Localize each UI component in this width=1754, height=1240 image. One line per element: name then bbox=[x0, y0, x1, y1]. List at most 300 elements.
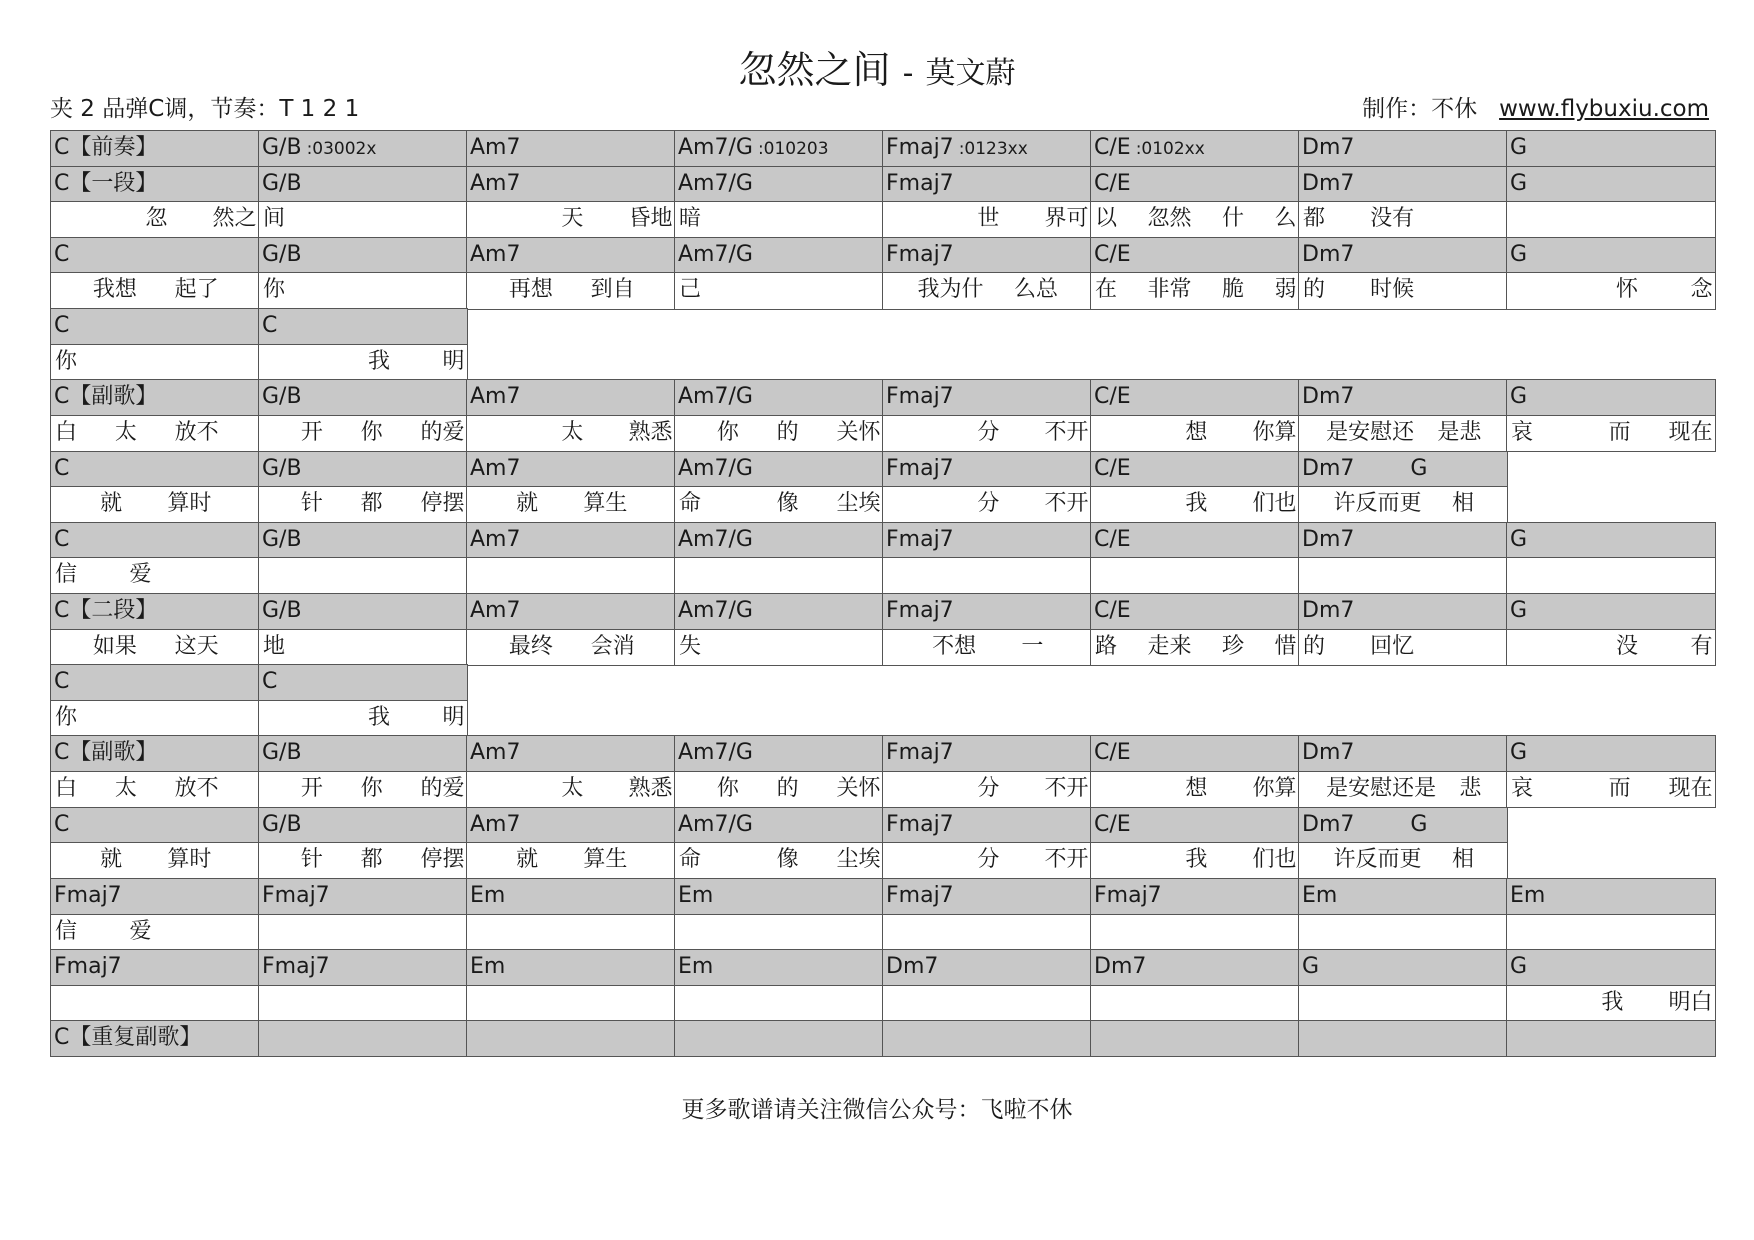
chord-cell bbox=[1298, 237, 1508, 274]
lyric-syllable: 的爱 bbox=[420, 776, 465, 802]
lyric-cell bbox=[674, 985, 884, 1022]
lyric-line bbox=[675, 630, 883, 665]
lyric-line bbox=[51, 487, 259, 522]
chord-cell bbox=[466, 949, 676, 986]
lyric-cell bbox=[50, 842, 260, 879]
lyric-syllable: 我 bbox=[1185, 847, 1208, 873]
chord-cell bbox=[466, 807, 676, 844]
lyric-syllable: 的爱 bbox=[420, 419, 465, 445]
chord-cell bbox=[674, 237, 884, 274]
chord-label: G/B bbox=[262, 740, 302, 766]
chord-label: Fmaj7 bbox=[886, 384, 954, 410]
lyric-cell bbox=[1298, 415, 1508, 452]
chord-label: G bbox=[1510, 954, 1528, 980]
lyric-cell bbox=[1090, 415, 1300, 452]
lyric-cell bbox=[50, 771, 260, 808]
lyric-cell bbox=[1506, 985, 1716, 1022]
lyric-syllable: 以 bbox=[1095, 206, 1118, 232]
chord-cell bbox=[258, 451, 468, 488]
lyric-line bbox=[51, 630, 259, 665]
lyric-cell bbox=[1090, 771, 1300, 808]
lyric-line bbox=[467, 202, 675, 237]
lyric-syllable: 都 bbox=[1303, 206, 1326, 232]
lyric-syllable: 脆 bbox=[1221, 277, 1244, 303]
chord-fingering: :0102xx bbox=[1135, 139, 1205, 159]
lyric-syllable: 有 bbox=[1690, 633, 1713, 659]
chord-label: C bbox=[54, 455, 70, 481]
lyric-cell bbox=[50, 700, 260, 737]
lyric-syllable: 没有 bbox=[1370, 206, 1415, 232]
lyric-cell bbox=[466, 629, 676, 666]
lyric-syllable: 昏地 bbox=[628, 206, 673, 232]
lyric-line bbox=[259, 843, 467, 878]
lyric-syllable: 分 bbox=[977, 776, 1000, 802]
chord-label: Fmaj7 bbox=[886, 811, 954, 837]
chord-cell bbox=[882, 735, 1092, 772]
chord-label: Em bbox=[678, 882, 714, 908]
lyric-cell bbox=[1090, 201, 1300, 238]
lyric-syllable: 一 bbox=[1021, 633, 1044, 659]
lyric-line bbox=[259, 558, 467, 593]
lyric-line bbox=[1507, 558, 1715, 593]
chord-label: C/E bbox=[1094, 811, 1131, 837]
lyric-line bbox=[51, 915, 259, 950]
lyric-cell bbox=[674, 486, 884, 523]
lyric-syllable: 白 bbox=[55, 419, 78, 445]
chord-label: G bbox=[1510, 598, 1528, 623]
chord-label: Dm7 bbox=[1302, 598, 1355, 623]
chord-label: Fmaj7 bbox=[1094, 882, 1162, 908]
lyric-line bbox=[259, 202, 467, 237]
lyric-line bbox=[51, 843, 259, 878]
lyric-syllable: 停摆 bbox=[420, 491, 465, 517]
chord-cell bbox=[674, 949, 884, 986]
lyric-cell bbox=[674, 201, 884, 238]
lyric-syllable: 非常 bbox=[1147, 277, 1192, 303]
website-link[interactable]: www.flybuxiu.com bbox=[1499, 96, 1709, 122]
lyric-syllable: 相 bbox=[1451, 847, 1474, 873]
chord-label: C【重复副歌】 bbox=[54, 1025, 202, 1051]
chord-label: C/E bbox=[1094, 135, 1131, 160]
chord-cell bbox=[258, 878, 468, 915]
chord-cell bbox=[882, 1020, 1092, 1057]
lyric-cell bbox=[50, 201, 260, 238]
lyric-syllable: 弱 bbox=[1274, 277, 1297, 303]
chord-cell bbox=[674, 166, 884, 203]
chord-label: Fmaj7 bbox=[886, 526, 954, 552]
chord-label: C bbox=[54, 811, 70, 837]
lyric-cell bbox=[1090, 272, 1300, 309]
lyric-syllable: 在 bbox=[1095, 277, 1118, 303]
lyric-cell bbox=[258, 771, 468, 808]
lyric-line bbox=[883, 487, 1091, 522]
lyric-syllable: 么总 bbox=[1013, 277, 1058, 303]
chord-label: G/B bbox=[262, 811, 302, 837]
lyric-line bbox=[1507, 772, 1715, 807]
chord-cell bbox=[466, 522, 676, 559]
lyric-line bbox=[1299, 487, 1507, 522]
chord-label: C bbox=[262, 313, 278, 339]
lyric-cell bbox=[1298, 201, 1508, 238]
chord-label: Am7 bbox=[470, 526, 521, 552]
lyric-syllable: 是安慰还是 bbox=[1326, 776, 1437, 802]
lyric-line bbox=[467, 630, 675, 665]
chord-cell bbox=[882, 451, 1092, 488]
lyric-line bbox=[51, 345, 259, 380]
lyric-syllable: 失 bbox=[679, 633, 702, 659]
chord-label: G/B bbox=[262, 135, 302, 160]
lyric-syllable: 惜 bbox=[1274, 633, 1297, 659]
lyric-cell bbox=[50, 486, 260, 523]
chord-sheet bbox=[50, 130, 1714, 1056]
lyric-cell bbox=[882, 557, 1092, 594]
lyric-syllable: 想 bbox=[1185, 419, 1208, 445]
lyric-cell bbox=[50, 985, 260, 1022]
lyric-syllable: 路 bbox=[1095, 633, 1118, 659]
chord-cell bbox=[674, 735, 884, 772]
lyric-syllable: 太 bbox=[561, 419, 584, 445]
lyric-cell bbox=[1298, 914, 1508, 951]
chord-label: G/B bbox=[262, 170, 302, 196]
chord-cell bbox=[1506, 379, 1716, 416]
lyric-syllable: 这天 bbox=[174, 633, 219, 659]
lyric-syllable: 算时 bbox=[167, 491, 212, 517]
lyric-syllable: 回忆 bbox=[1370, 633, 1415, 659]
lyric-cell bbox=[466, 985, 676, 1022]
lyric-cell bbox=[882, 201, 1092, 238]
lyric-line bbox=[51, 202, 259, 237]
lyric-line bbox=[259, 345, 467, 380]
chord-cell bbox=[882, 379, 1092, 416]
lyric-syllable: 不想 bbox=[932, 633, 977, 659]
lyric-line bbox=[51, 558, 259, 593]
lyric-syllable: 怀 bbox=[1615, 277, 1638, 303]
chord-cell bbox=[258, 664, 468, 701]
chord-label: C【二段】 bbox=[54, 598, 158, 623]
lyric-line bbox=[1091, 915, 1299, 950]
lyric-syllable: 命 bbox=[679, 491, 702, 517]
chord-label: Am7/G bbox=[678, 740, 753, 766]
lyric-cell bbox=[466, 415, 676, 452]
chord-label: Em bbox=[470, 954, 506, 980]
lyric-syllable: 像 bbox=[776, 847, 799, 873]
lyric-syllable: 不开 bbox=[1044, 847, 1089, 873]
chord-label: Em bbox=[1510, 882, 1546, 908]
chord-label: Dm7 bbox=[1302, 241, 1355, 267]
lyric-line bbox=[259, 416, 467, 451]
lyric-line bbox=[675, 915, 883, 950]
chord-label: Fmaj7 bbox=[886, 241, 954, 267]
chord-label: C bbox=[54, 526, 70, 552]
lyric-line bbox=[467, 843, 675, 878]
chord-label: C【一段】 bbox=[54, 170, 158, 196]
lyric-line bbox=[1299, 273, 1507, 308]
chord-cell bbox=[1298, 807, 1508, 844]
lyric-cell bbox=[1090, 985, 1300, 1022]
chord-label: Fmaj7 bbox=[262, 882, 330, 908]
lyric-cell bbox=[1506, 201, 1716, 238]
lyric-syllable: 而 bbox=[1608, 776, 1631, 802]
lyric-syllable: 太 bbox=[114, 776, 137, 802]
lyric-syllable: 的 bbox=[1303, 633, 1326, 659]
chord-cell bbox=[1506, 522, 1716, 559]
chord-label: Am7/G bbox=[678, 526, 753, 552]
lyric-syllable: 信 bbox=[55, 562, 78, 588]
lyric-line bbox=[883, 202, 1091, 237]
lyric-line bbox=[675, 772, 883, 807]
lyric-syllable: 明 bbox=[442, 348, 465, 374]
chord-cell bbox=[882, 807, 1092, 844]
chord-cell bbox=[466, 878, 676, 915]
lyric-cell bbox=[1506, 415, 1716, 452]
lyric-line bbox=[1299, 986, 1507, 1021]
artist-name: 莫文蔚 bbox=[925, 56, 1016, 91]
lyric-syllable: 明白 bbox=[1668, 989, 1713, 1015]
lyric-syllable: 放不 bbox=[174, 776, 219, 802]
chord-label: Em bbox=[470, 882, 506, 908]
chord-cell bbox=[674, 878, 884, 915]
lyric-cell bbox=[466, 486, 676, 523]
lyric-syllable: 暗 bbox=[679, 206, 702, 232]
chord-label: Dm7 bbox=[1302, 135, 1355, 160]
chord-cell bbox=[258, 522, 468, 559]
chord-label: Am7 bbox=[470, 241, 521, 267]
chord-label: G bbox=[1510, 384, 1528, 410]
chord-label: C/E bbox=[1094, 598, 1131, 623]
lyric-cell bbox=[258, 914, 468, 951]
chord-cell bbox=[258, 130, 468, 167]
chord-label: C bbox=[54, 241, 70, 267]
lyric-cell bbox=[50, 344, 260, 381]
lyric-cell bbox=[1090, 557, 1300, 594]
chord-cell bbox=[50, 807, 260, 844]
lyric-cell bbox=[50, 629, 260, 666]
lyric-cell bbox=[674, 272, 884, 309]
chord-label: Dm7 bbox=[1302, 526, 1355, 552]
chord-cell bbox=[674, 379, 884, 416]
chord-label: Fmaj7 bbox=[54, 954, 122, 980]
lyric-line bbox=[259, 630, 467, 665]
lyric-line bbox=[259, 915, 467, 950]
lyric-line bbox=[467, 558, 675, 593]
lyric-syllable: 都 bbox=[360, 491, 383, 517]
lyric-syllable: 你 bbox=[716, 776, 739, 802]
lyric-line bbox=[467, 986, 675, 1021]
lyric-syllable: 己 bbox=[679, 277, 702, 303]
lyric-line bbox=[1091, 630, 1299, 665]
lyric-cell bbox=[674, 771, 884, 808]
lyric-cell bbox=[258, 557, 468, 594]
lyric-syllable: 是悲 bbox=[1437, 419, 1482, 445]
lyric-line bbox=[883, 416, 1091, 451]
lyric-line bbox=[51, 416, 259, 451]
lyric-cell bbox=[466, 272, 676, 309]
chord-cell bbox=[258, 308, 468, 345]
lyric-syllable: 就 bbox=[100, 847, 123, 873]
lyric-cell bbox=[258, 842, 468, 879]
chord-label: Am7/G bbox=[678, 135, 753, 160]
lyric-line bbox=[883, 843, 1091, 878]
lyric-line bbox=[1299, 416, 1507, 451]
chord-cell bbox=[1506, 878, 1716, 915]
chord-label: Am7 bbox=[470, 135, 521, 160]
chord-cell bbox=[50, 593, 260, 630]
lyric-line bbox=[1091, 487, 1299, 522]
lyric-syllable: 针 bbox=[300, 847, 323, 873]
lyric-syllable: 是安慰还 bbox=[1326, 419, 1415, 445]
chord-label: G bbox=[1302, 954, 1320, 980]
chord-label: Em bbox=[678, 954, 714, 980]
chord-label: Am7 bbox=[470, 384, 521, 410]
lyric-syllable: 我 bbox=[1601, 989, 1624, 1015]
lyric-line bbox=[1299, 558, 1507, 593]
chord-cell bbox=[1506, 735, 1716, 772]
lyric-syllable: 你算 bbox=[1252, 776, 1297, 802]
chord-cell bbox=[1506, 130, 1716, 167]
lyric-cell bbox=[258, 700, 468, 737]
lyric-cell bbox=[258, 415, 468, 452]
lyric-syllable: 最终 bbox=[508, 633, 553, 659]
lyric-cell bbox=[258, 985, 468, 1022]
lyric-line bbox=[51, 273, 259, 308]
lyric-syllable: 就 bbox=[516, 491, 539, 517]
chord-label: C bbox=[54, 669, 70, 695]
lyric-line bbox=[1091, 558, 1299, 593]
lyric-syllable: 而 bbox=[1608, 419, 1631, 445]
lyric-line bbox=[1091, 843, 1299, 878]
chord-label: C/E bbox=[1094, 384, 1131, 410]
chord-label: G bbox=[1510, 740, 1528, 766]
lyric-line bbox=[467, 416, 675, 451]
lyric-cell bbox=[882, 272, 1092, 309]
chord-label: Dm7 G bbox=[1302, 811, 1428, 837]
lyric-syllable: 没 bbox=[1615, 633, 1638, 659]
chord-label: Dm7 G bbox=[1302, 455, 1428, 481]
lyric-syllable: 现在 bbox=[1668, 419, 1713, 445]
chord-cell bbox=[1506, 1020, 1716, 1057]
lyric-cell bbox=[466, 914, 676, 951]
chord-cell bbox=[674, 522, 884, 559]
chord-label: C bbox=[262, 669, 278, 695]
lyric-syllable: 针 bbox=[300, 491, 323, 517]
chord-label: G bbox=[1510, 170, 1528, 196]
chord-cell bbox=[50, 237, 260, 274]
lyric-line bbox=[1507, 273, 1715, 308]
lyric-syllable: 放不 bbox=[174, 419, 219, 445]
lyric-cell bbox=[1090, 629, 1300, 666]
chord-cell bbox=[882, 593, 1092, 630]
lyric-syllable: 如果 bbox=[92, 633, 137, 659]
lyric-line bbox=[1507, 416, 1715, 451]
chord-label: Dm7 bbox=[1302, 384, 1355, 410]
lyric-line bbox=[51, 772, 259, 807]
lyric-syllable: 我 bbox=[367, 348, 390, 374]
chord-label: C/E bbox=[1094, 241, 1131, 267]
title-separator: - bbox=[902, 56, 914, 91]
lyric-line bbox=[1091, 416, 1299, 451]
lyric-cell bbox=[258, 272, 468, 309]
lyric-syllable: 哀 bbox=[1511, 419, 1534, 445]
lyric-line bbox=[883, 915, 1091, 950]
chord-label: Am7/G bbox=[678, 170, 753, 196]
lyric-line bbox=[675, 273, 883, 308]
lyric-syllable: 哀 bbox=[1511, 776, 1534, 802]
lyric-line bbox=[1091, 202, 1299, 237]
lyric-cell bbox=[882, 415, 1092, 452]
lyric-syllable: 算生 bbox=[583, 491, 628, 517]
lyric-syllable: 开 bbox=[300, 776, 323, 802]
chord-cell bbox=[50, 1020, 260, 1057]
chord-label: Am7 bbox=[470, 170, 521, 196]
chord-cell bbox=[1506, 949, 1716, 986]
chord-label: Fmaj7 bbox=[54, 882, 122, 908]
lyric-syllable: 太 bbox=[114, 419, 137, 445]
lyric-cell bbox=[1298, 842, 1508, 879]
lyric-cell bbox=[882, 771, 1092, 808]
chord-cell bbox=[882, 130, 1092, 167]
lyric-syllable: 爱 bbox=[129, 562, 152, 588]
lyric-cell bbox=[1298, 629, 1508, 666]
lyric-syllable: 你 bbox=[263, 277, 286, 303]
lyric-syllable: 算生 bbox=[583, 847, 628, 873]
lyric-syllable: 世 bbox=[977, 206, 1000, 232]
chord-label: Fmaj7 bbox=[886, 740, 954, 766]
chord-label: G/B bbox=[262, 384, 302, 410]
lyric-syllable: 分 bbox=[977, 847, 1000, 873]
chord-cell bbox=[50, 451, 260, 488]
chord-label: Am7/G bbox=[678, 598, 753, 623]
lyric-syllable: 我 bbox=[367, 704, 390, 730]
lyric-syllable: 白 bbox=[55, 776, 78, 802]
chord-cell bbox=[1090, 237, 1300, 274]
lyric-syllable: 你 bbox=[360, 419, 383, 445]
lyric-syllable: 念 bbox=[1690, 277, 1713, 303]
lyric-cell bbox=[258, 486, 468, 523]
lyric-line bbox=[883, 630, 1091, 665]
chord-cell bbox=[258, 593, 468, 630]
lyric-cell bbox=[882, 914, 1092, 951]
lyric-syllable: 许反而更 bbox=[1333, 491, 1422, 517]
lyric-line bbox=[883, 273, 1091, 308]
lyric-syllable: 忽然 bbox=[1147, 206, 1192, 232]
chord-cell bbox=[1090, 130, 1300, 167]
chord-cell bbox=[1298, 593, 1508, 630]
lyric-line bbox=[1299, 202, 1507, 237]
lyric-syllable: 就 bbox=[100, 491, 123, 517]
lyric-syllable: 你 bbox=[360, 776, 383, 802]
lyric-cell bbox=[674, 842, 884, 879]
lyric-syllable: 明 bbox=[442, 704, 465, 730]
chord-label: C/E bbox=[1094, 526, 1131, 552]
chord-cell bbox=[1090, 878, 1300, 915]
lyric-syllable: 不开 bbox=[1044, 491, 1089, 517]
lyric-line bbox=[259, 487, 467, 522]
chord-cell bbox=[882, 166, 1092, 203]
chord-label: G bbox=[1510, 526, 1528, 552]
lyric-cell bbox=[50, 415, 260, 452]
chord-cell bbox=[466, 237, 676, 274]
chord-cell bbox=[466, 166, 676, 203]
lyric-cell bbox=[1090, 486, 1300, 523]
chord-label: G/B bbox=[262, 241, 302, 267]
chord-cell bbox=[1298, 166, 1508, 203]
chord-cell bbox=[1298, 379, 1508, 416]
lyric-syllable: 算时 bbox=[167, 847, 212, 873]
lyric-line bbox=[259, 986, 467, 1021]
lyric-cell bbox=[882, 486, 1092, 523]
lyric-syllable: 你 bbox=[55, 348, 78, 374]
lyric-syllable: 你算 bbox=[1252, 419, 1297, 445]
